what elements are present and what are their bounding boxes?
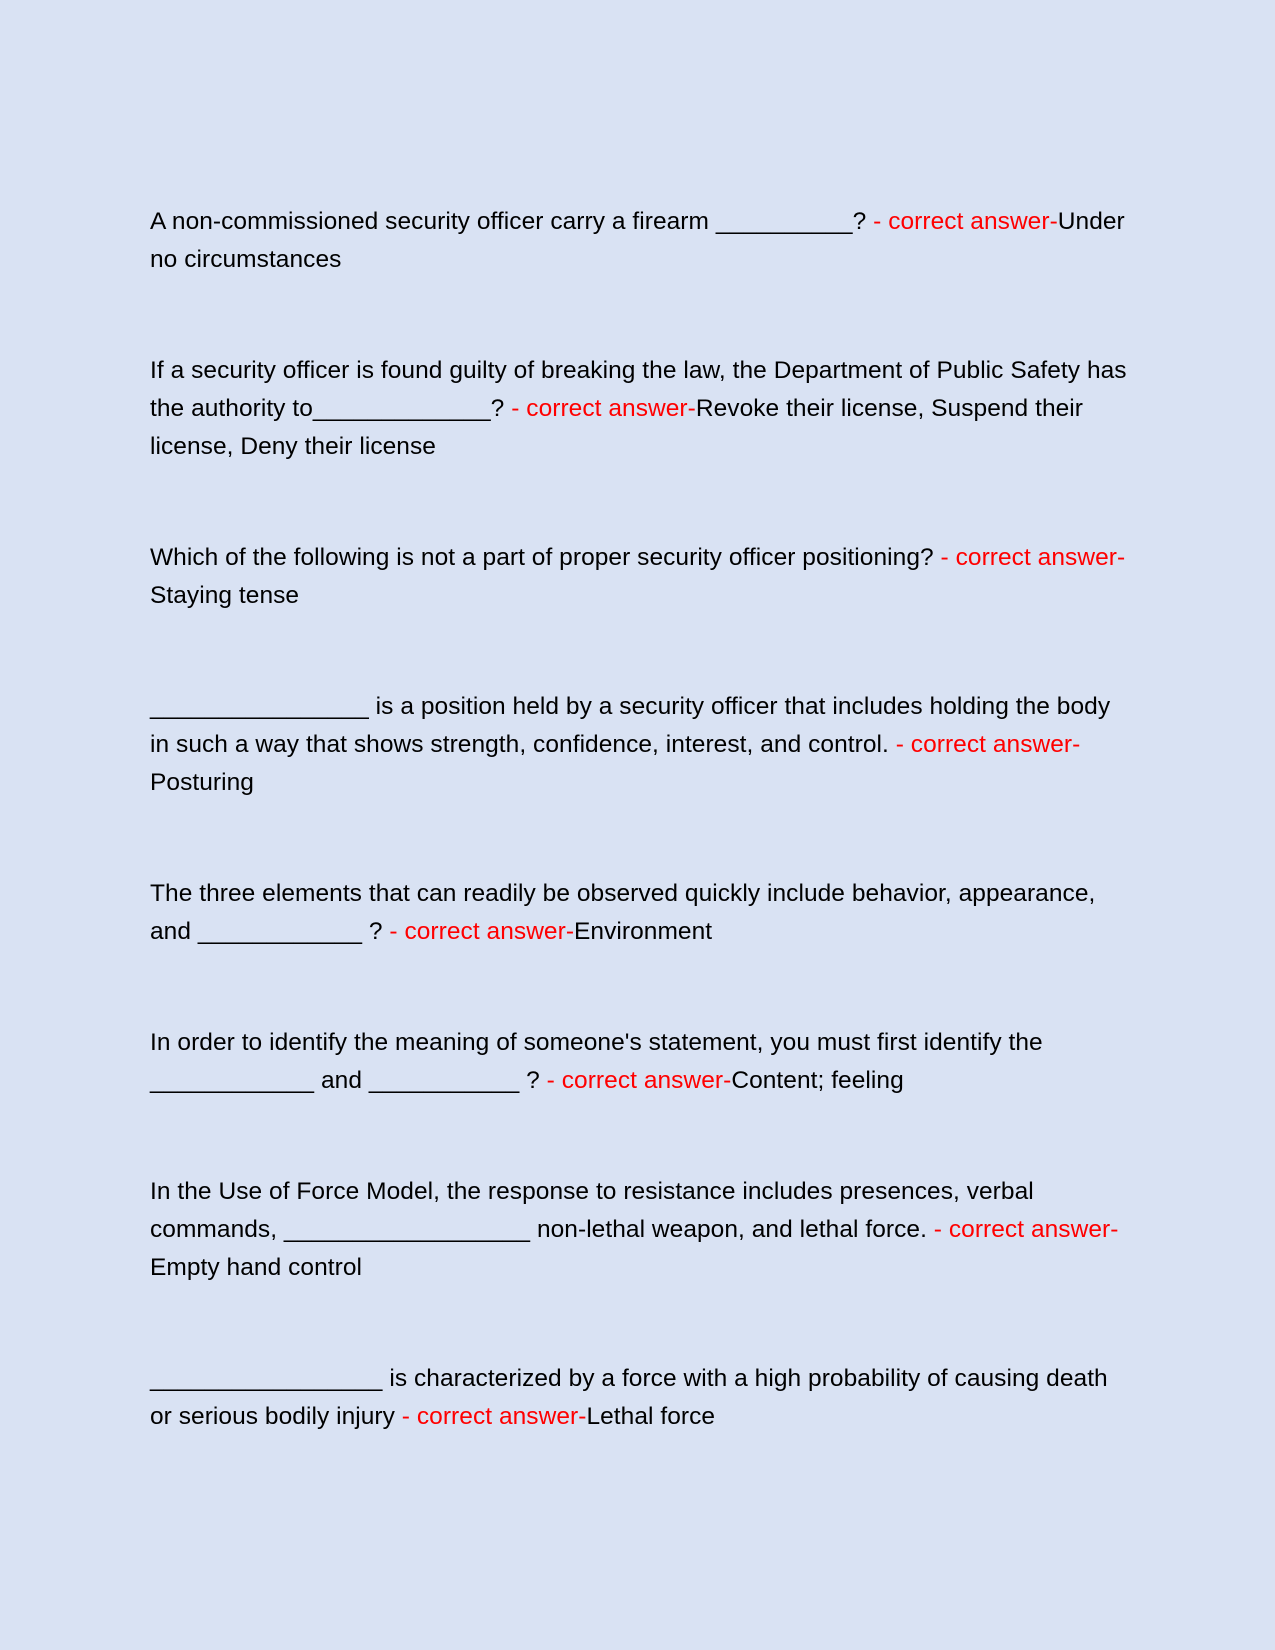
qa-item [150, 1024, 1130, 1100]
answer-text: Content; feeling [731, 1067, 904, 1094]
qa-list [150, 203, 1130, 1436]
qa-item [150, 1360, 1130, 1436]
qa-item [150, 1173, 1130, 1287]
answer-text: Under no circumstances [150, 208, 1125, 273]
answer-marker: - correct answer- [888, 731, 1081, 758]
qa-item [150, 203, 1130, 279]
answer-marker: - correct answer- [933, 544, 1126, 571]
answer-marker: - correct answer- [504, 395, 696, 422]
question-text: If a security officer is found guilty of breaking the law, the Department of Public Safety has the authority to_____________? [150, 357, 1127, 422]
qa-item [150, 875, 1130, 951]
answer-text: Lethal force [586, 1403, 716, 1430]
question-text: A non-commissioned security officer carry a firearm __________? [150, 208, 867, 235]
qa-item [150, 688, 1130, 802]
question-text: The three elements that can readily be observed quickly include behavior, appearance, and ____________ ? [150, 880, 1096, 945]
answer-text: Environment [574, 918, 713, 945]
question-text: _________________ is characterized by a force with a high probability of causing death or serious bodily injury [150, 1365, 1108, 1430]
question-text: In order to identify the meaning of someone's statement, you must first identify the ____________ and ___________ ? [150, 1029, 1043, 1094]
answer-marker: - correct answer- [866, 208, 1058, 235]
answer-marker: - correct answer- [539, 1067, 732, 1094]
answer-text: Staying tense [150, 582, 300, 609]
qa-item [150, 352, 1130, 466]
question-text: ________________ is a position held by a security officer that includes holding the body in such a way that shows strength, confidence, interest, and control. [150, 693, 1111, 758]
question-text: Which of the following is not a part of proper security officer positioning? [150, 544, 934, 571]
answer-text: Posturing [150, 769, 254, 796]
answer-marker: - correct answer- [382, 918, 575, 945]
answer-marker: - correct answer- [926, 1216, 1119, 1243]
answer-text: Revoke their license, Suspend their license, Deny their license [150, 395, 1084, 460]
question-text: In the Use of Force Model, the response to resistance includes presences, verbal commands, __________________ non-lethal weapon, and lethal force. [150, 1178, 1034, 1243]
qa-item [150, 539, 1130, 615]
answer-text: Empty hand control [150, 1254, 362, 1281]
answer-marker: - correct answer- [394, 1403, 587, 1430]
